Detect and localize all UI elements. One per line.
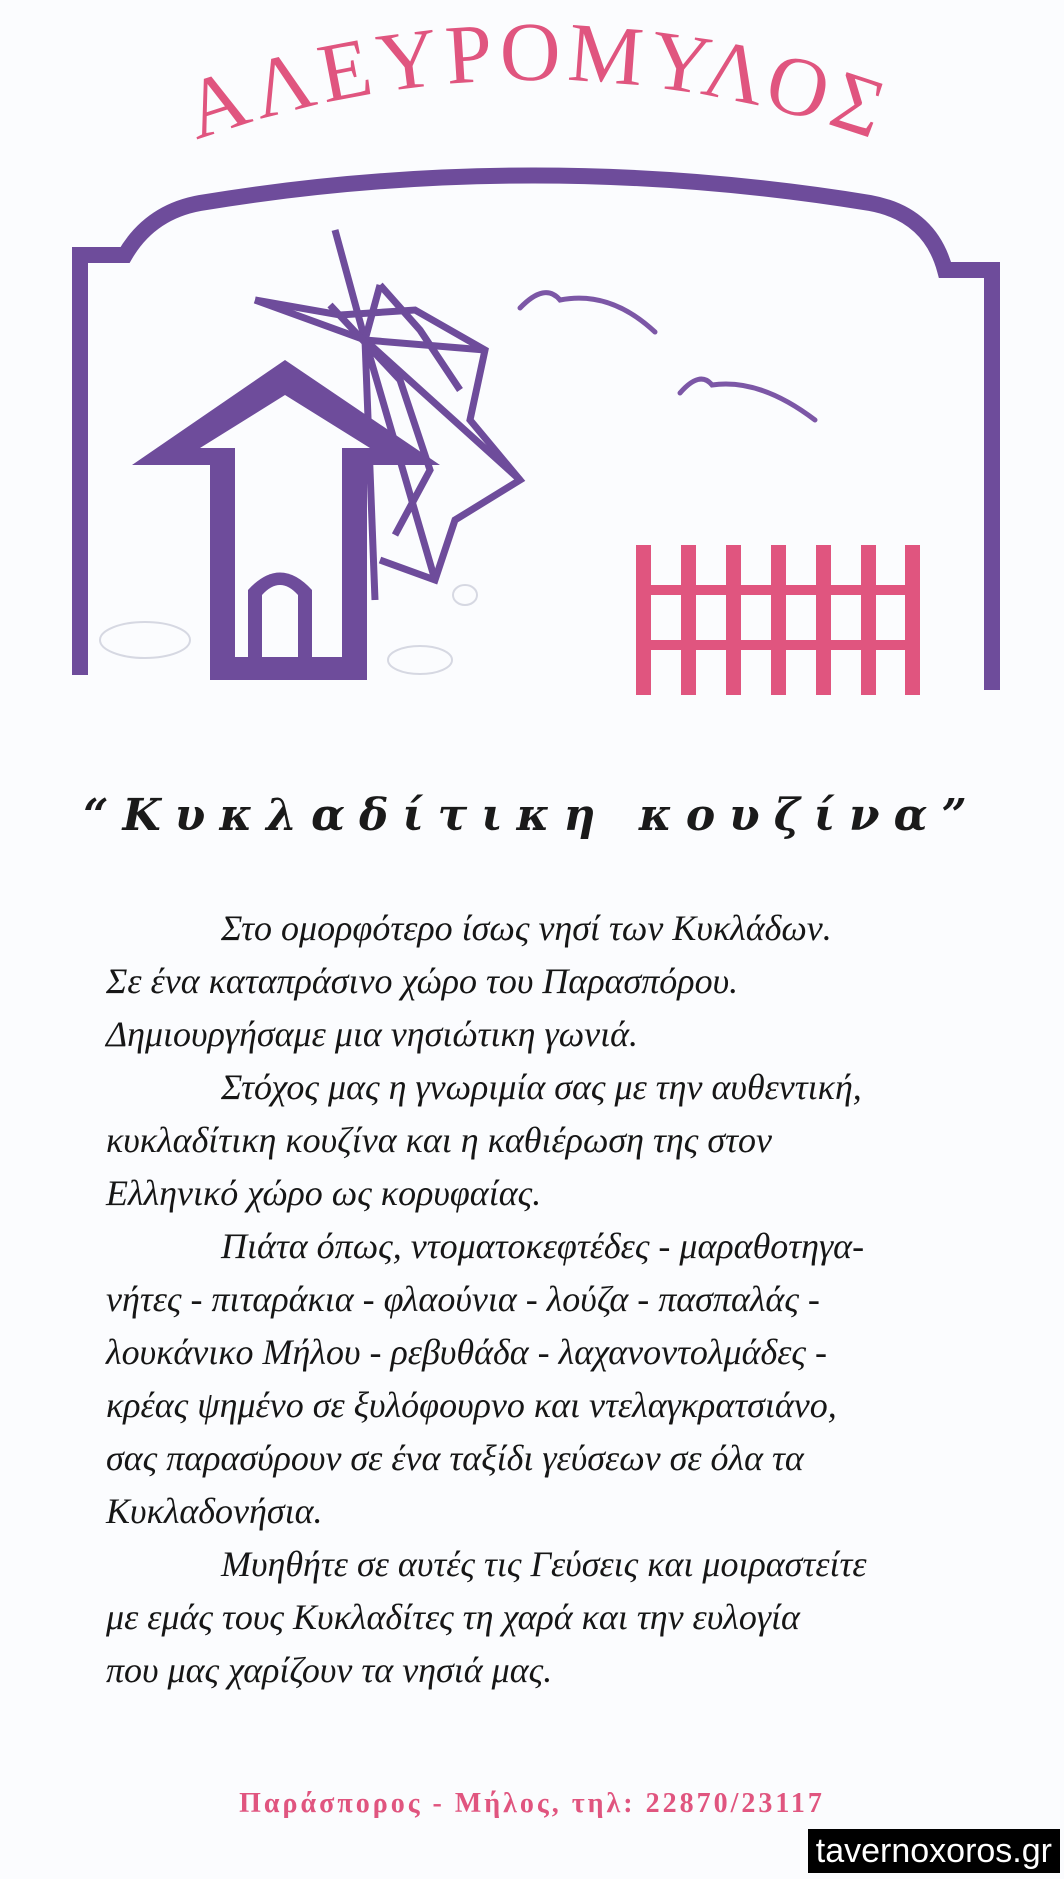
- fence-icon: [636, 545, 920, 695]
- restaurant-logo: [0, 0, 1064, 720]
- text-line: που μας χαρίζουν τα νησιά μας.: [106, 1650, 553, 1690]
- text-line: Στο ομορφότερο ίσως νησί των Κυκλάδων.: [221, 908, 832, 948]
- text-line: κρέας ψημένο σε ξυλόφουρνο και ντελαγκρατσιάνο,: [106, 1385, 837, 1425]
- text-line: σας παρασύρουν σε ένα ταξίδι γεύσεων σε όλα τα: [106, 1438, 804, 1478]
- house-icon: [132, 360, 440, 680]
- text-line: Ελληνικό χώρο ως κορυφαίας.: [106, 1173, 542, 1213]
- paragraph-3: [106, 1220, 926, 1538]
- text-line: Σε ένα καταπράσινο χώρο του Παρασπόρου.: [106, 961, 739, 1001]
- site-watermark: tavernoxoros.gr: [808, 1829, 1060, 1873]
- paragraph-4: [106, 1538, 926, 1697]
- tagline: “Κυκλαδίτικη κουζίνα”: [83, 790, 981, 841]
- text-line: Πιάτα όπως, ντοματοκεφτέδες - μαραθοτηγα-: [221, 1226, 865, 1266]
- text-line: Στόχος μας η γνωριμία σας με την αυθεντική,: [221, 1067, 862, 1107]
- text-line: κυκλαδίτικη κουζίνα και η καθιέρωση της στον: [106, 1120, 772, 1160]
- description-text: [106, 902, 926, 1697]
- contact-footer: Παράσπορος - Μήλος, τηλ: 22870/23117: [239, 1788, 825, 1819]
- text-line: λουκάνικο Μήλου - ρεβυθάδα - λαχανοντολμάδες -: [106, 1332, 828, 1372]
- text-line: Μυηθήτε σε αυτές τις Γεύσεις και μοιραστείτε: [221, 1544, 867, 1584]
- paragraph-2: [106, 1061, 926, 1220]
- brand-title: [174, 6, 901, 159]
- text-line: νήτες - πιταράκια - φλαούνια - λούζα - πασπαλάς -: [106, 1279, 820, 1319]
- brand-title-text: ΑΛΕΥΡΟΜΥΛΟΣ: [173, 5, 902, 159]
- text-line: με εμάς τους Κυκλαδίτες τη χαρά και την ευλογία: [106, 1597, 800, 1637]
- paragraph-1: [106, 902, 926, 1061]
- birds-icon: [520, 293, 815, 420]
- text-line: Δημιουργήσαμε μια νησιώτικη γωνιά.: [106, 1014, 639, 1054]
- text-line: Κυκλαδονήσια.: [106, 1491, 323, 1531]
